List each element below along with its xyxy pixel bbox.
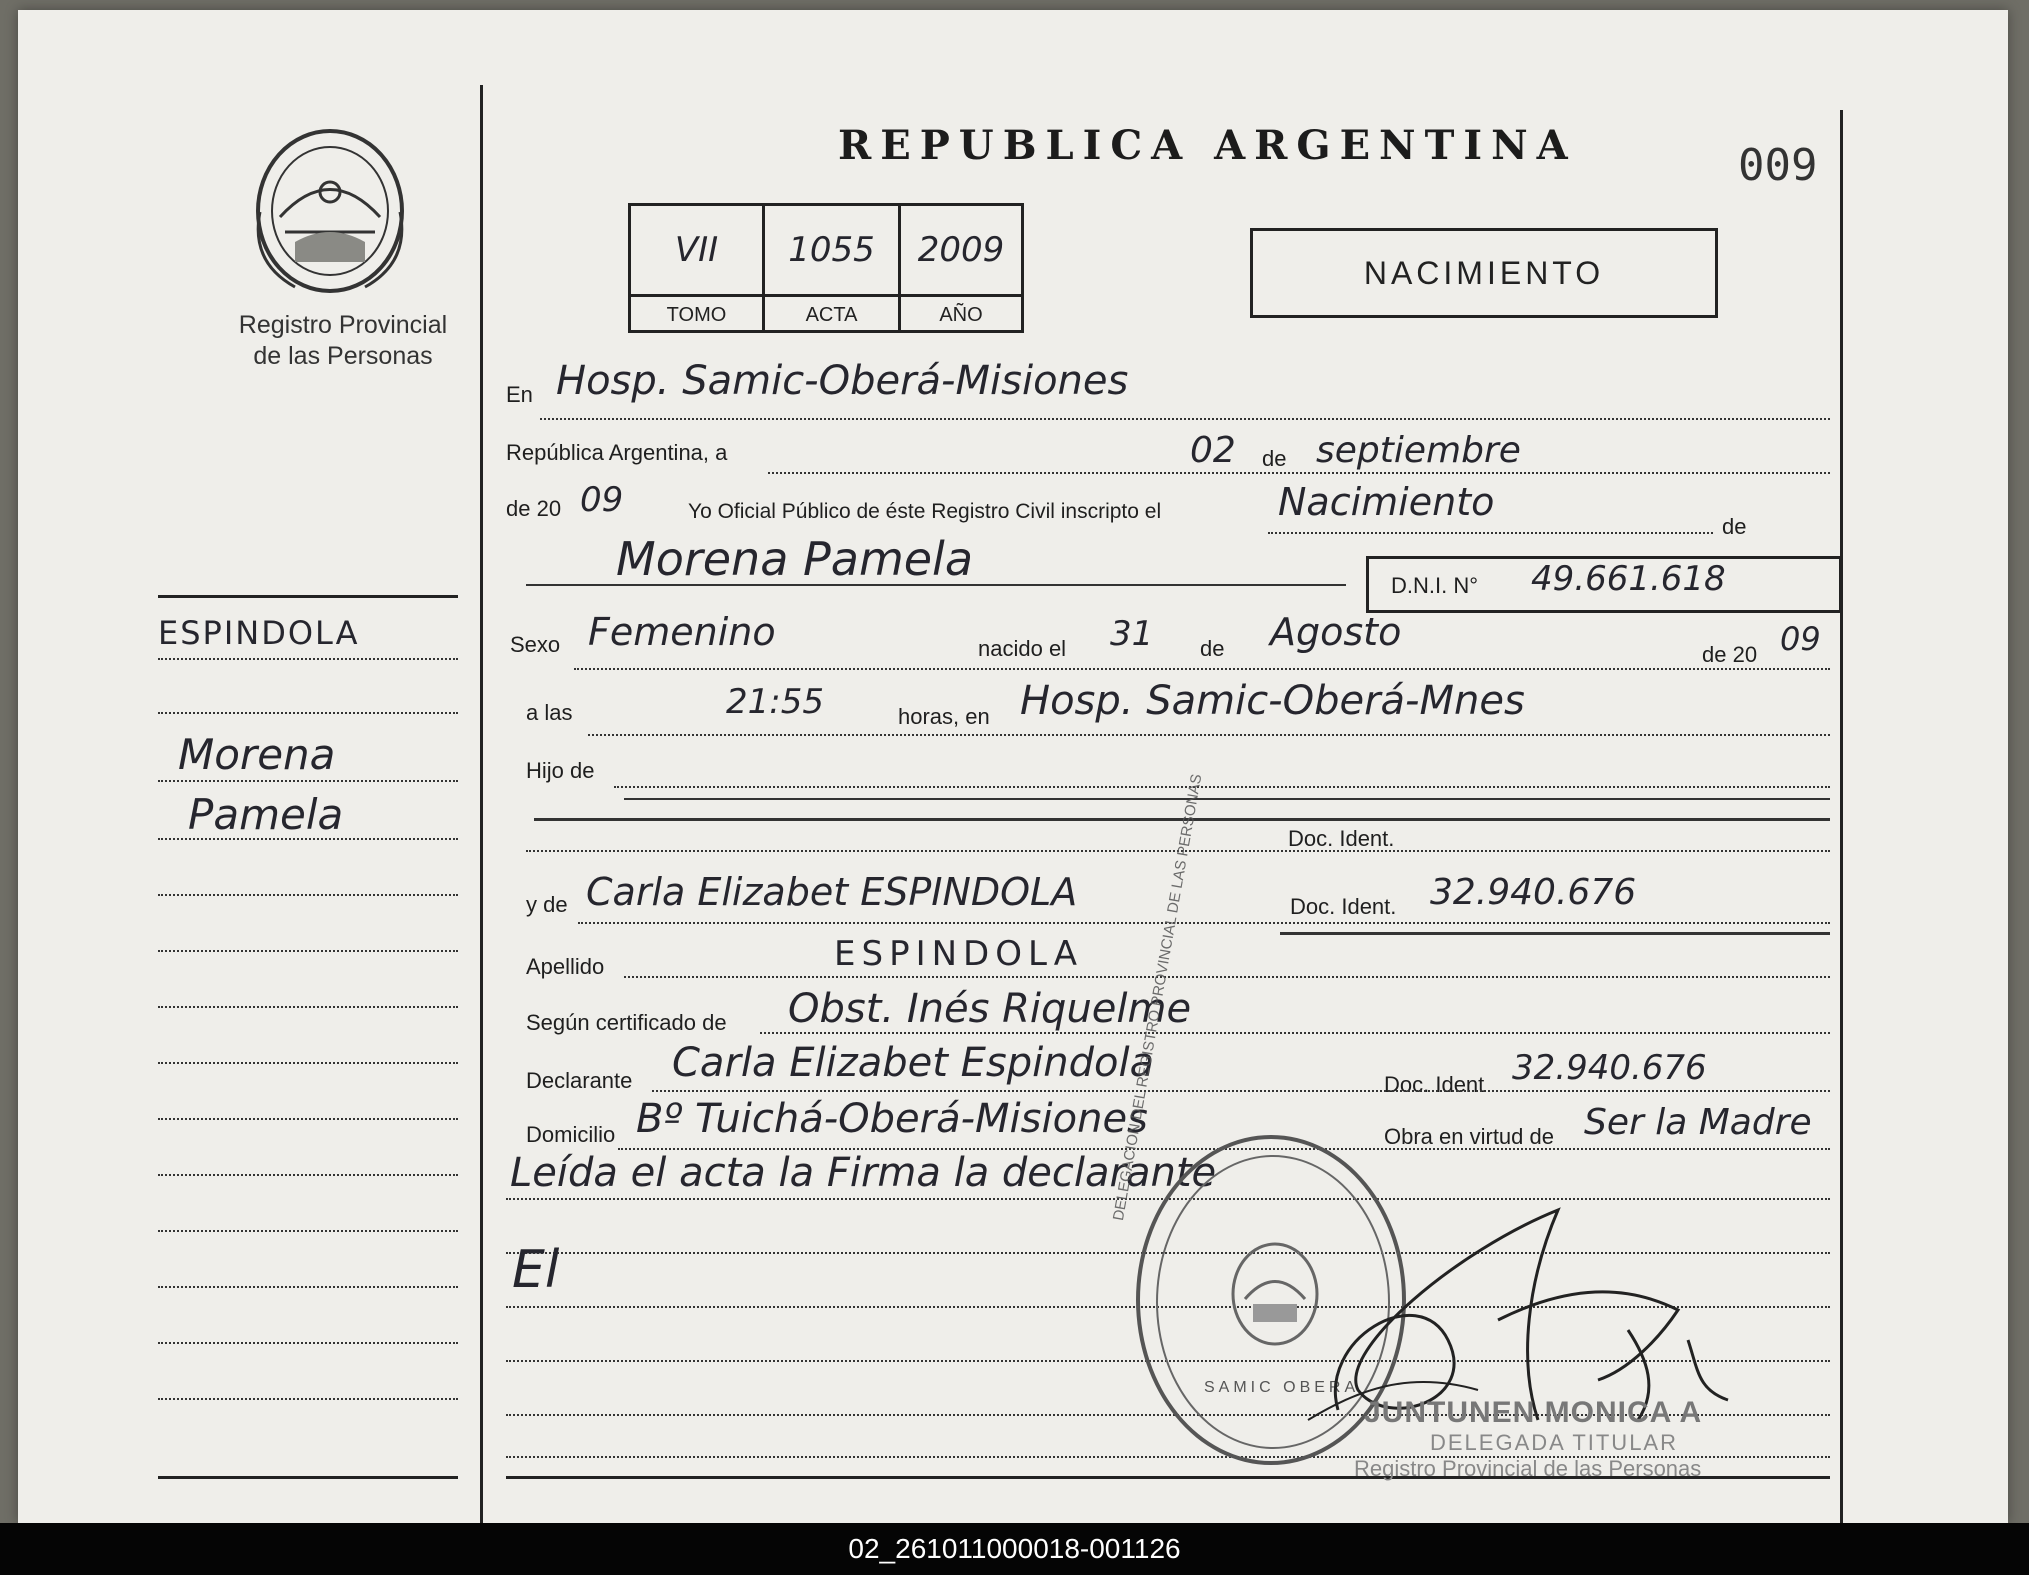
- certificado-line: [760, 1032, 1830, 1034]
- margin-surname: ESPINDOLA: [158, 614, 360, 652]
- signatory-org: Registro Provincial de las Personas: [1354, 1456, 1702, 1481]
- en-label: En: [506, 382, 533, 407]
- de-label-3: de: [1200, 636, 1225, 661]
- margin-line: [158, 838, 458, 840]
- declarante-label: Declarante: [526, 1068, 633, 1093]
- hijo-line: [614, 786, 1830, 788]
- domicilio-value: Bº Tuichá-Oberá-Misiones: [636, 1096, 1148, 1142]
- doc-ident-label-2: Doc. Ident.: [1290, 894, 1397, 919]
- dni-label: D.N.I. N°: [1391, 573, 1479, 598]
- serial-number: 009: [1738, 140, 1818, 191]
- year-prefix-label: de 20: [506, 496, 562, 521]
- event-line: [1268, 532, 1713, 534]
- event-value: Nacimiento: [1278, 480, 1495, 524]
- record-type-box: NACIMIENTO: [1250, 228, 1718, 318]
- margin-first-name-2: Pamela: [188, 790, 344, 839]
- date-line: [768, 472, 1830, 474]
- apellido-line: [624, 976, 1830, 978]
- mother-doc-value: 32.940.676: [1430, 872, 1637, 913]
- birth-day-value: 31: [1110, 614, 1154, 654]
- margin-line: [158, 1118, 458, 1120]
- anio-label: AÑO: [901, 294, 1021, 333]
- doc-ident-label-3: Doc. Ident: [1384, 1072, 1485, 1097]
- nacido-label: nacido el: [978, 636, 1067, 661]
- de-label: de: [1262, 446, 1287, 471]
- place-line: [540, 418, 1830, 420]
- initials: El: [512, 1240, 560, 1300]
- country-title: REPUBLICA ARGENTINA: [838, 122, 1577, 169]
- doc-ident-label: Doc. Ident.: [1288, 826, 1395, 851]
- margin-line: [158, 950, 458, 952]
- time-line: [588, 734, 1830, 736]
- provincial-seal: [240, 122, 420, 300]
- month-value: septiembre: [1316, 430, 1521, 471]
- birth-year-prefix: de 20: [1702, 642, 1758, 667]
- mother-line: [578, 922, 1830, 924]
- y-de-label: y de: [526, 892, 568, 917]
- birth-time-value: 21:55: [726, 682, 824, 722]
- margin-bottom-rule: [158, 1476, 458, 1479]
- place-value: Hosp. Samic-Oberá-Misiones: [556, 358, 1129, 404]
- obra-value: Ser la Madre: [1584, 1102, 1812, 1143]
- file-id-bar: [0, 1523, 2029, 1575]
- stamp-city-text: SAMIC OBERA: [1204, 1379, 1360, 1396]
- hijo-label: Hijo de: [526, 758, 595, 783]
- margin-line: [158, 1342, 458, 1344]
- oficial-label: Yo Oficial Público de éste Registro Civil inscripto el: [688, 500, 1162, 523]
- tomo-value: VII: [631, 206, 765, 294]
- sexo-label: Sexo: [510, 632, 561, 657]
- acta-value: 1055: [765, 206, 901, 294]
- sexo-line: [574, 668, 1830, 670]
- apellido-value: ESPINDOLA: [834, 934, 1083, 974]
- margin-top-rule: [158, 595, 458, 598]
- de-label-2: de: [1722, 514, 1747, 539]
- margin-line: [158, 1006, 458, 1008]
- margin-line: [158, 780, 458, 782]
- registry-name-line1: Registro Provincial: [238, 311, 448, 339]
- signatory-name: JUNTUNEN MONICA A: [1364, 1396, 1703, 1429]
- birth-month-value: Agosto: [1270, 610, 1402, 654]
- registry-name: [178, 310, 508, 372]
- margin-line: [158, 1174, 458, 1176]
- day-value: 02: [1190, 430, 1236, 471]
- acta-label: ACTA: [765, 294, 901, 333]
- left-column-rule: [480, 85, 483, 1523]
- mother-name-value: Carla Elizabet ESPINDOLA: [586, 870, 1078, 914]
- margin-line: [158, 1398, 458, 1400]
- note-value: Leída el acta la Firma la declarante: [510, 1150, 1217, 1196]
- a-las-label: a las: [526, 700, 573, 725]
- declarante-value: Carla Elizabet Espindola: [672, 1040, 1155, 1086]
- year-suffix-value: 09: [580, 480, 624, 520]
- certificado-value: Obst. Inés Riquelme: [788, 986, 1192, 1032]
- domicilio-label: Domicilio: [526, 1122, 616, 1147]
- file-id: 02_261011000018-001126: [848, 1533, 1181, 1564]
- child-name-line: [526, 584, 1346, 586]
- segun-label: Según certificado de: [526, 1010, 727, 1035]
- hijo-line-2: [624, 798, 1830, 800]
- margin-line: [158, 658, 458, 660]
- stamp-ring-text: DELEGACION DEL REGISTRO PROVINCIAL DE LAS PERSONAS: [1110, 772, 1206, 1222]
- margin-line: [158, 1286, 458, 1288]
- dni-value: 49.661.618: [1531, 559, 1726, 599]
- record-reference-table: [628, 203, 1024, 333]
- margin-line: [158, 894, 458, 896]
- margin-first-name-1: Morena: [178, 730, 336, 779]
- margin-line: [158, 1230, 458, 1232]
- sexo-value: Femenino: [588, 610, 776, 654]
- declarante-doc-value: 32.940.676: [1512, 1048, 1707, 1088]
- anio-value: 2009: [917, 230, 1005, 270]
- dni-box: [1366, 556, 1842, 613]
- margin-line: [158, 1062, 458, 1064]
- obra-label: Obra en virtud de: [1384, 1124, 1554, 1149]
- apellido-label: Apellido: [526, 954, 605, 979]
- tomo-label: TOMO: [631, 294, 765, 333]
- birth-year-suffix: 09: [1780, 620, 1821, 658]
- right-border-rule: [1840, 110, 1843, 1523]
- mother-line-2: [1280, 932, 1830, 935]
- birth-place-value: Hosp. Samic-Oberá-Mnes: [1020, 678, 1525, 724]
- margin-line: [158, 712, 458, 714]
- republica-label: República Argentina, a: [506, 440, 728, 465]
- signatory-title: DELEGADA TITULAR: [1430, 1430, 1678, 1455]
- registry-name-line2: de las Personas: [253, 342, 433, 370]
- child-name-value: Morena Pamela: [616, 532, 974, 586]
- document-page: [18, 10, 2008, 1523]
- declarante-line: [652, 1090, 1830, 1092]
- horas-label: horas, en: [898, 704, 990, 729]
